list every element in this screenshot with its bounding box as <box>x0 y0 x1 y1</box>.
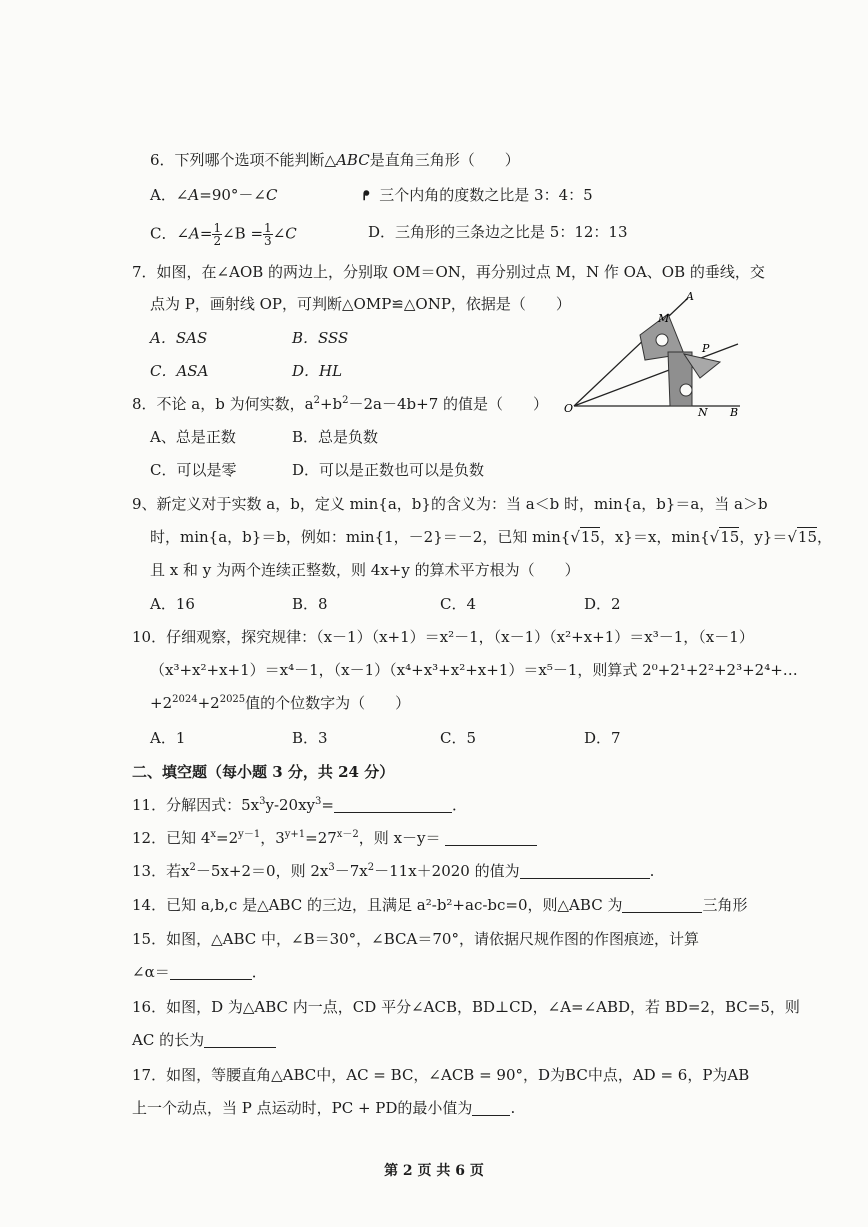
q15-line1: 15．如图，△ABC 中，∠B＝30°，∠BCA＝70°，请依据尺规作图的作图痕迹，计算 <box>132 930 699 948</box>
q9-option-b: B．8 <box>292 595 328 613</box>
q10-line2: （x³+x²+x+1）＝x⁴－1，（x－1）（x⁴+x³+x²+x+1）＝x⁵－1，则算式 2⁰+2¹+2²+2³+2⁴+… <box>150 661 798 679</box>
q12-answer-blank[interactable] <box>445 831 537 846</box>
q6-option-b: ᖰ 三个内角的度数之比是 3：4：5 <box>363 186 593 204</box>
section-fill-in-heading: 二、填空题（每小题 3 分，共 24 分） <box>132 763 395 781</box>
q13: 13．若$x^2-5x+2=0$，则 $2x^3-7x^2-11x+2020$ 的值为 . <box>132 862 655 880</box>
q10-option-b: B．3 <box>292 729 328 747</box>
label-a: A <box>686 290 694 303</box>
page-number-footer: 第 2 页 共 6 页 <box>384 1163 484 1179</box>
q14: 14．已知 a,b,c 是△ABC 的三边，且满足 a²-b²+ac-bc=0，则△ABC 为 三角形 <box>132 896 748 914</box>
q8-option-d: D．可以是正数也可以是负数 <box>292 461 485 479</box>
q7-option-a: A．SAS <box>150 329 208 347</box>
q6-option-a: A．∠A=90°－∠C <box>150 186 278 204</box>
q6-option-c: C．∠A= $\frac{1}{2}$ ∠B = $\frac{1}{3}$ ∠C <box>150 221 297 248</box>
q8-stem: 8．不论 a，b 为何实数，$a^2+b^2-2a-4b+7$ 的值是（ ） <box>132 395 549 413</box>
q7-option-b: B．SSS <box>292 329 349 347</box>
q10-option-a: A．1 <box>150 729 186 747</box>
q9-option-a: A．16 <box>150 595 195 613</box>
q9-option-c: C．4 <box>440 595 477 613</box>
q16-line1: 16．如图，D 为△ABC 内一点，CD 平分∠ACB，BD⊥CD，∠A=∠ABD，若 BD=2，BC=5，则 <box>132 998 800 1016</box>
angle-bisector-figure <box>560 290 750 420</box>
q7-line1: 7．如图，在∠AOB 的两边上，分别取 OM＝ON，再分别过点 M，N 作 OA、OB 的垂线，交 <box>132 263 765 281</box>
label-p: P <box>702 342 710 355</box>
q10-line1: 10．仔细观察，探究规律：（x－1）（x+1）＝x²－1，（x－1）（x²+x+1）＝x³－1，（x－1） <box>132 628 754 646</box>
q17-line2: 上一个动点，当 P 点运动时，PC + PD的最小值为 . <box>132 1099 516 1117</box>
label-n: N <box>698 406 708 419</box>
q15-answer-blank[interactable] <box>170 965 252 980</box>
q10-line3: $+2^{2024}+2^{2025}$值的个位数字为（ ） <box>150 694 411 712</box>
q9-line3: 且 x 和 y 为两个连续正整数，则 4x+y 的算术平方根为（ ） <box>150 561 580 579</box>
q7-line2: 点为 P，画射线 OP，可判断△OMP≌△ONP，依据是（ ） <box>150 295 571 313</box>
q6-option-d: D．三角形的三条边之比是 5：12：13 <box>368 223 628 241</box>
label-o: O <box>564 402 574 415</box>
q14-answer-blank[interactable] <box>622 898 702 913</box>
label-b: B <box>730 406 739 419</box>
q16-line2: AC 的长为 <box>132 1030 276 1050</box>
q11: 11．分解因式：$5x^3y-20xy^3=$ ． <box>132 796 468 814</box>
q9-line1: 9、新定义对于实数 a，b，定义 min{a，b}的含义为：当 a＜b 时，min{a，b}＝a，当 a＞b <box>132 495 768 513</box>
q15-line2: ∠α＝ ． <box>132 963 267 981</box>
q12: 12．已知 $4^x=2^{y-1}$，$3^{y+1}=27^{x-2}$，则 x－y＝ <box>132 828 537 848</box>
q10-option-d: D．7 <box>584 729 621 747</box>
q17-line1: 17．如图，等腰直角△ABC中，AC = BC，∠ACB = 90°，D为BC中点，AD = 6，P为AB <box>132 1066 750 1084</box>
q10-option-c: C．5 <box>440 729 477 747</box>
q8-option-a: A、总是正数 <box>150 428 236 446</box>
q6-stem: 6．下列哪个选项不能判断△ABC是直角三角形（ ） <box>150 151 520 169</box>
q16-answer-blank[interactable] <box>204 1033 276 1048</box>
q9-option-d: D．2 <box>584 595 621 613</box>
label-m: M <box>658 312 670 325</box>
q9-line2: 时，min{a，b}＝b，例如：min{1，－2}＝－2，已知 min{√15，x}＝x，min{√15，y}＝√15， <box>150 528 833 546</box>
q11-answer-blank[interactable] <box>334 798 452 813</box>
q7-option-c: C．ASA <box>150 362 209 380</box>
q13-answer-blank[interactable] <box>520 864 650 879</box>
q8-option-b: B．总是负数 <box>292 428 379 446</box>
q8-option-c: C．可以是零 <box>150 461 237 479</box>
q7-option-d: D．HL <box>292 362 343 380</box>
q17-answer-blank[interactable] <box>472 1101 510 1116</box>
